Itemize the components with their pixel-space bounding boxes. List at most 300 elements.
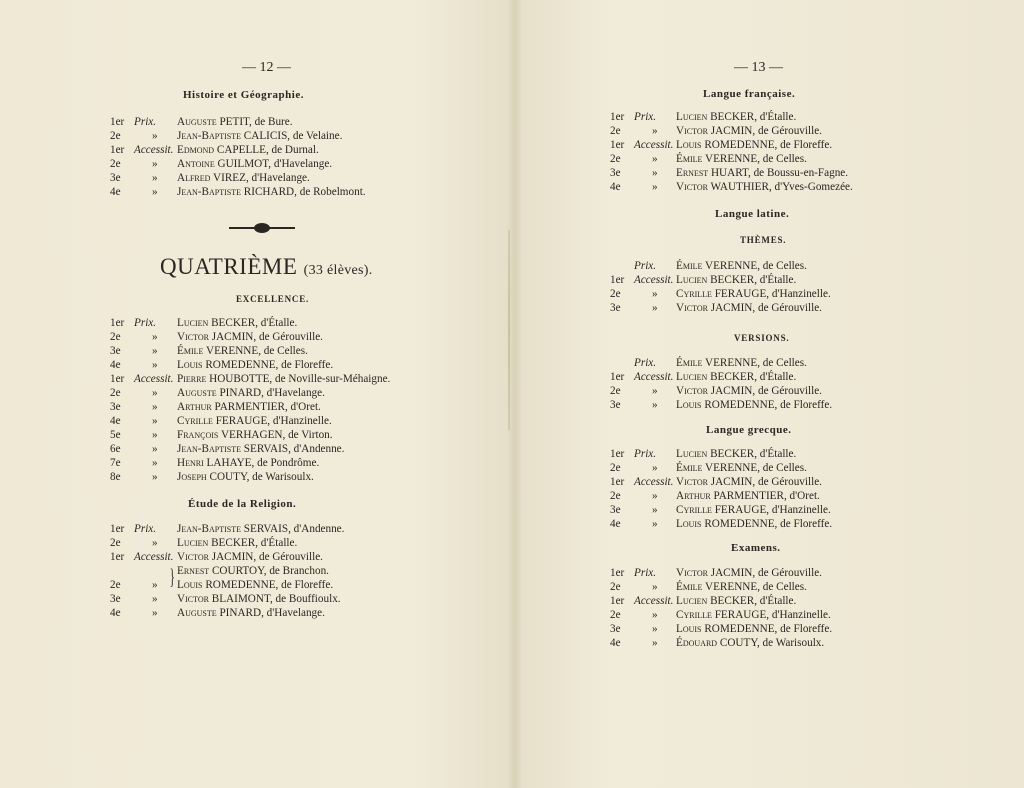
student-name — [676, 273, 796, 287]
student-surname-town: BECKER, d'Étalle. — [710, 274, 797, 286]
student-name — [177, 470, 314, 484]
list-item — [610, 370, 940, 384]
rank-label: 4e — [110, 359, 121, 371]
student-first-name: Louis — [177, 579, 203, 591]
ornament-center — [254, 223, 270, 233]
rank-label: 3e — [110, 345, 121, 357]
award-label: » — [152, 331, 158, 343]
award-label: Prix. — [634, 357, 657, 369]
student-first-name: Arthur — [676, 490, 711, 502]
award-label: » — [152, 158, 158, 170]
student-first-name: Victor — [676, 181, 708, 193]
list-item — [610, 503, 940, 517]
list-item — [110, 143, 440, 157]
rank-label: 2e — [610, 125, 621, 137]
list-item — [110, 344, 440, 358]
student-first-name: Victor — [676, 302, 708, 314]
student-surname-town: BECKER, d'Étalle. — [710, 371, 797, 383]
student-surname-town: FERAUGE, d'Hanzinelle. — [714, 504, 831, 516]
rank-label: 1er — [610, 371, 625, 383]
student-first-name: Victor — [177, 593, 209, 605]
student-name — [177, 171, 310, 185]
student-surname-town: JACMIN, de Gérouville. — [710, 385, 822, 397]
student-surname-town: VERENNE, de Celles. — [705, 153, 807, 165]
rank-label: 4e — [110, 415, 121, 427]
list-item — [610, 636, 940, 650]
student-name — [676, 447, 796, 461]
award-label: » — [152, 471, 158, 483]
student-name — [177, 372, 390, 386]
rank-label: 2e — [610, 288, 621, 300]
list-item — [110, 522, 440, 536]
student-surname-town: PETIT, de Bure. — [219, 116, 293, 128]
student-name — [676, 489, 820, 503]
award-label: » — [152, 415, 158, 427]
student-first-name: Antoine — [177, 158, 215, 170]
list-item — [610, 384, 940, 398]
list-item — [610, 580, 940, 594]
student-name — [676, 370, 796, 384]
student-first-name: Victor — [676, 567, 708, 579]
list-item — [110, 550, 440, 564]
list-item — [110, 157, 440, 171]
student-surname-town: FERAUGE, d'Hanzinelle. — [215, 415, 332, 427]
student-surname-town: COUTY, de Warisoulx. — [209, 471, 314, 483]
student-first-name: Victor — [676, 125, 708, 137]
section-title-francaise: Langue française. — [703, 88, 796, 100]
list-item — [110, 185, 440, 199]
award-label: » — [152, 537, 158, 549]
student-surname-town: FERAUGE, d'Hanzinelle. — [714, 609, 831, 621]
award-label: » — [152, 186, 158, 198]
rank-label: 4e — [110, 186, 121, 198]
rank-label: 2e — [610, 153, 621, 165]
list-item — [110, 129, 440, 143]
student-name — [177, 442, 344, 456]
award-label: » — [152, 387, 158, 399]
student-name — [676, 384, 822, 398]
student-surname-town: VERENNE, de Celles. — [705, 357, 807, 369]
award-label: » — [652, 288, 658, 300]
list-item — [610, 447, 940, 461]
student-surname-town: PARMENTIER, d'Oret. — [713, 490, 820, 502]
student-first-name: Émile — [676, 462, 703, 474]
student-first-name: Jean-Baptiste — [177, 523, 241, 535]
award-label: Prix. — [634, 260, 657, 272]
student-surname-town: BECKER, d'Étalle. — [710, 448, 797, 460]
list-item — [610, 566, 940, 580]
student-surname-town: JACMIN, de Gérouville. — [211, 551, 323, 563]
student-surname-town: JACMIN, de Gérouville. — [211, 331, 323, 343]
rank-label: 2e — [610, 581, 621, 593]
rank-label: 2e — [610, 462, 621, 474]
student-name — [177, 316, 297, 330]
rank-label: 6e — [110, 443, 121, 455]
award-label: Accessit. — [134, 144, 174, 156]
rank-label: 2e — [610, 385, 621, 397]
student-name — [177, 578, 333, 592]
student-first-name: Auguste — [177, 387, 217, 399]
award-label: » — [652, 385, 658, 397]
student-first-name: Ernest — [676, 167, 709, 179]
student-first-name: Lucien — [676, 448, 708, 460]
student-surname-town: SERVAIS, d'Andenne. — [243, 443, 345, 455]
student-first-name: Pierre — [177, 373, 207, 385]
award-label: » — [652, 609, 658, 621]
student-first-name: Émile — [676, 581, 703, 593]
student-name — [177, 456, 319, 470]
class-count: (33 élèves). — [303, 263, 373, 278]
student-surname-town: PARMENTIER, d'Oret. — [214, 401, 321, 413]
student-first-name: Édouard — [676, 637, 718, 649]
rank-label: 1er — [110, 144, 125, 156]
award-label: Prix. — [634, 567, 657, 579]
list-item — [610, 517, 940, 531]
student-surname-town: JACMIN, de Gérouville. — [710, 302, 822, 314]
student-first-name: Edmond — [177, 144, 215, 156]
student-surname-town: PINARD, d'Havelange. — [219, 387, 325, 399]
rank-label: 1er — [610, 448, 625, 460]
list-item — [110, 564, 440, 578]
student-surname-town: CAPELLE, de Durnal. — [216, 144, 319, 156]
award-label: Accessit. — [634, 595, 674, 607]
student-name — [676, 594, 796, 608]
list-item — [610, 475, 940, 489]
student-surname-town: ROMEDENNE, de Floreffe. — [704, 139, 833, 151]
student-name — [676, 124, 822, 138]
student-surname-town: CALICIS, de Velaine. — [243, 130, 343, 142]
student-name — [177, 115, 293, 129]
student-name — [177, 386, 325, 400]
list-item — [110, 400, 440, 414]
list-item — [610, 166, 940, 180]
rank-label: 3e — [610, 623, 621, 635]
student-first-name: Auguste — [177, 607, 217, 619]
list-item — [110, 592, 440, 606]
list-item — [610, 356, 940, 370]
award-label: » — [652, 581, 658, 593]
list-item — [110, 536, 440, 550]
student-surname-town: BECKER, d'Étalle. — [211, 317, 298, 329]
student-first-name: Lucien — [676, 111, 708, 123]
student-name — [676, 475, 822, 489]
student-name — [177, 400, 321, 414]
list-item — [110, 316, 440, 330]
student-surname-town: ROMEDENNE, de Floreffe. — [205, 579, 334, 591]
award-label: » — [652, 125, 658, 137]
brace-symbol: } — [169, 564, 175, 589]
right-page — [512, 0, 1024, 788]
list-item — [610, 622, 940, 636]
student-name — [177, 522, 344, 536]
section-title-histoire: Histoire et Géographie. — [183, 89, 304, 101]
student-name — [676, 517, 832, 531]
student-first-name: Émile — [177, 345, 204, 357]
rank-label: 4e — [610, 637, 621, 649]
student-surname-town: VERENNE, de Celles. — [206, 345, 308, 357]
award-label: » — [652, 462, 658, 474]
student-name — [177, 129, 342, 143]
student-surname-town: ROMEDENNE, de Floreffe. — [704, 518, 833, 530]
student-surname-town: BLAIMONT, de Bouffioulx. — [211, 593, 341, 605]
student-surname-town: JACMIN, de Gérouville. — [710, 567, 822, 579]
class-title — [160, 254, 373, 280]
student-surname-town: VERHAGEN, de Virton. — [220, 429, 333, 441]
section-title-latine: Langue latine. — [715, 208, 790, 220]
list-item — [610, 180, 940, 194]
student-surname-town: COURTOY, de Branchon. — [211, 565, 329, 577]
student-surname-town: VERENNE, de Celles. — [705, 581, 807, 593]
student-name — [676, 566, 822, 580]
class-title-text: QUATRIÈME — [160, 254, 298, 279]
award-label: » — [652, 637, 658, 649]
rank-label: 4e — [110, 607, 121, 619]
rank-label: 3e — [110, 593, 121, 605]
section-title-grecque: Langue grecque. — [706, 424, 792, 436]
student-first-name: Jean-Baptiste — [177, 130, 241, 142]
student-name — [177, 157, 332, 171]
award-label: » — [652, 153, 658, 165]
list-item — [110, 358, 440, 372]
rank-label: 2e — [110, 387, 121, 399]
student-name — [177, 606, 325, 620]
award-label: Accessit. — [634, 139, 674, 151]
list-item — [610, 152, 940, 166]
student-first-name: Louis — [676, 139, 702, 151]
rank-label: 3e — [110, 401, 121, 413]
rank-label: 1er — [610, 111, 625, 123]
student-surname-town: FERAUGE, d'Hanzinelle. — [714, 288, 831, 300]
student-first-name: Lucien — [676, 274, 708, 286]
student-name — [177, 330, 323, 344]
student-first-name: Lucien — [676, 371, 708, 383]
award-label: » — [152, 593, 158, 605]
award-label: Prix. — [134, 317, 157, 329]
section-title-religion: Étude de la Religion. — [188, 498, 297, 510]
student-first-name: Louis — [177, 359, 203, 371]
student-name — [676, 580, 807, 594]
student-surname-town: WAUTHIER, d'Yves-Gomezée. — [710, 181, 853, 193]
list-item — [110, 372, 440, 386]
list-item — [610, 287, 940, 301]
list-item — [110, 442, 440, 456]
list-item — [110, 171, 440, 185]
student-surname-town: BECKER, d'Étalle. — [211, 537, 298, 549]
student-first-name: Victor — [177, 331, 209, 343]
award-label: » — [152, 172, 158, 184]
student-surname-town: JACMIN, de Gérouville. — [710, 476, 822, 488]
student-first-name: Émile — [676, 357, 703, 369]
student-name — [676, 138, 832, 152]
student-name — [676, 398, 832, 412]
rank-label: 5e — [110, 429, 121, 441]
award-label: Prix. — [634, 448, 657, 460]
rank-label: 3e — [610, 167, 621, 179]
student-name — [177, 536, 297, 550]
rank-label: 1er — [610, 274, 625, 286]
award-label: » — [652, 490, 658, 502]
rank-label: 2e — [610, 490, 621, 502]
list-item — [110, 606, 440, 620]
student-first-name: Lucien — [676, 595, 708, 607]
list-item — [610, 273, 940, 287]
student-surname-town: ROMEDENNE, de Floreffe. — [704, 399, 833, 411]
student-first-name: Jean-Baptiste — [177, 186, 241, 198]
rank-label: 2e — [110, 158, 121, 170]
award-label: » — [152, 579, 158, 591]
award-label: » — [652, 399, 658, 411]
student-name — [177, 185, 366, 199]
rank-label: 3e — [610, 504, 621, 516]
student-name — [177, 592, 341, 606]
award-label: Accessit. — [134, 551, 174, 563]
student-first-name: François — [177, 429, 219, 441]
student-first-name: Henri — [177, 457, 204, 469]
student-surname-town: ROMEDENNE, de Floreffe. — [704, 623, 833, 635]
student-name — [177, 344, 308, 358]
student-first-name: Auguste — [177, 116, 217, 128]
student-first-name: Jean-Baptiste — [177, 443, 241, 455]
student-first-name: Arthur — [177, 401, 212, 413]
student-name — [676, 622, 832, 636]
student-surname-town: HUART, de Boussu-en-Fagne. — [710, 167, 849, 179]
student-first-name: Ernest — [177, 565, 210, 577]
list-item — [610, 489, 940, 503]
list-item — [110, 386, 440, 400]
student-first-name: Émile — [676, 153, 703, 165]
rank-label: 1er — [610, 595, 625, 607]
list-item — [110, 414, 440, 428]
rank-label: 1er — [110, 523, 125, 535]
section-title-examens: Examens. — [731, 542, 781, 554]
list-item — [610, 124, 940, 138]
rank-label: 1er — [110, 551, 125, 563]
student-first-name: Cyrille — [676, 288, 712, 300]
list-item — [610, 594, 940, 608]
student-first-name: Cyrille — [676, 609, 712, 621]
award-label: » — [152, 401, 158, 413]
rank-label: 1er — [610, 567, 625, 579]
student-surname-town: VIREZ, d'Havelange. — [213, 172, 310, 184]
rank-label: 1er — [110, 317, 125, 329]
student-name — [676, 166, 848, 180]
student-surname-town: JACMIN, de Gérouville. — [710, 125, 822, 137]
page-number: — 12 — — [242, 60, 291, 75]
student-first-name: Louis — [676, 518, 702, 530]
student-surname-town: RICHARD, de Robelmont. — [243, 186, 366, 198]
award-label: » — [152, 359, 158, 371]
list-item — [610, 110, 940, 124]
student-first-name: Lucien — [177, 317, 209, 329]
rank-label: 4e — [610, 181, 621, 193]
award-label: » — [652, 623, 658, 635]
student-name — [676, 110, 796, 124]
list-item — [110, 428, 440, 442]
rank-label: 1er — [610, 476, 625, 488]
rank-label: 3e — [110, 172, 121, 184]
student-name — [676, 461, 807, 475]
list-item — [110, 456, 440, 470]
award-label: » — [652, 504, 658, 516]
list-item — [610, 301, 940, 315]
list-item — [610, 461, 940, 475]
student-surname-town: ROMEDENNE, de Floreffe. — [205, 359, 334, 371]
rank-label: 1er — [110, 373, 125, 385]
award-label: Accessit. — [134, 373, 174, 385]
rank-label: 3e — [610, 302, 621, 314]
award-label: Prix. — [134, 116, 157, 128]
rank-label: 7e — [110, 457, 121, 469]
page-number: — 13 — — [734, 60, 783, 75]
student-name — [177, 358, 333, 372]
student-first-name: Victor — [676, 385, 708, 397]
student-surname-town: GUILMOT, d'Havelange. — [217, 158, 333, 170]
student-surname-town: HOUBOTTE, de Noville-sur-Méhaigne. — [209, 373, 391, 385]
list-item — [610, 398, 940, 412]
rank-label: 1er — [610, 139, 625, 151]
rank-label: 2e — [110, 579, 121, 591]
subsection-versions: VERSIONS. — [734, 333, 790, 343]
student-name — [676, 503, 831, 517]
student-first-name: Alfred — [177, 172, 211, 184]
list-item — [110, 578, 440, 592]
student-name — [676, 301, 822, 315]
student-surname-town: BECKER, d'Étalle. — [710, 595, 797, 607]
rank-label: 2e — [110, 537, 121, 549]
student-name — [177, 428, 333, 442]
award-label: » — [152, 607, 158, 619]
student-name — [676, 259, 807, 273]
student-surname-town: BECKER, d'Étalle. — [710, 111, 797, 123]
student-name — [676, 356, 807, 370]
award-label: » — [152, 429, 158, 441]
student-first-name: Émile — [676, 260, 703, 272]
rank-label: 2e — [110, 130, 121, 142]
student-first-name: Cyrille — [177, 415, 213, 427]
award-label: » — [152, 457, 158, 469]
award-label: Accessit. — [634, 371, 674, 383]
list-item — [610, 138, 940, 152]
list-item — [610, 608, 940, 622]
award-label: Prix. — [634, 111, 657, 123]
student-first-name: Joseph — [177, 471, 207, 483]
list-item — [110, 330, 440, 344]
student-surname-town: LAHAYE, de Pondrôme. — [206, 457, 320, 469]
student-first-name: Lucien — [177, 537, 209, 549]
student-first-name: Louis — [676, 623, 702, 635]
student-first-name: Victor — [177, 551, 209, 563]
student-name — [676, 180, 853, 194]
award-label: » — [152, 443, 158, 455]
student-name — [676, 152, 807, 166]
list-item — [110, 115, 440, 129]
rank-label: 1er — [110, 116, 125, 128]
award-label: Accessit. — [634, 476, 674, 488]
award-label: » — [652, 518, 658, 530]
student-name — [676, 608, 831, 622]
student-name — [676, 287, 831, 301]
award-label: » — [152, 345, 158, 357]
student-first-name: Victor — [676, 476, 708, 488]
student-surname-town: COUTY, de Warisoulx. — [719, 637, 825, 649]
student-surname-town: VERENNE, de Celles. — [705, 260, 807, 272]
award-label: Prix. — [134, 523, 157, 535]
student-name — [177, 143, 319, 157]
student-surname-town: SERVAIS, d'Andenne. — [243, 523, 345, 535]
rank-label: 3e — [610, 399, 621, 411]
student-name — [177, 550, 323, 564]
award-label: » — [152, 130, 158, 142]
